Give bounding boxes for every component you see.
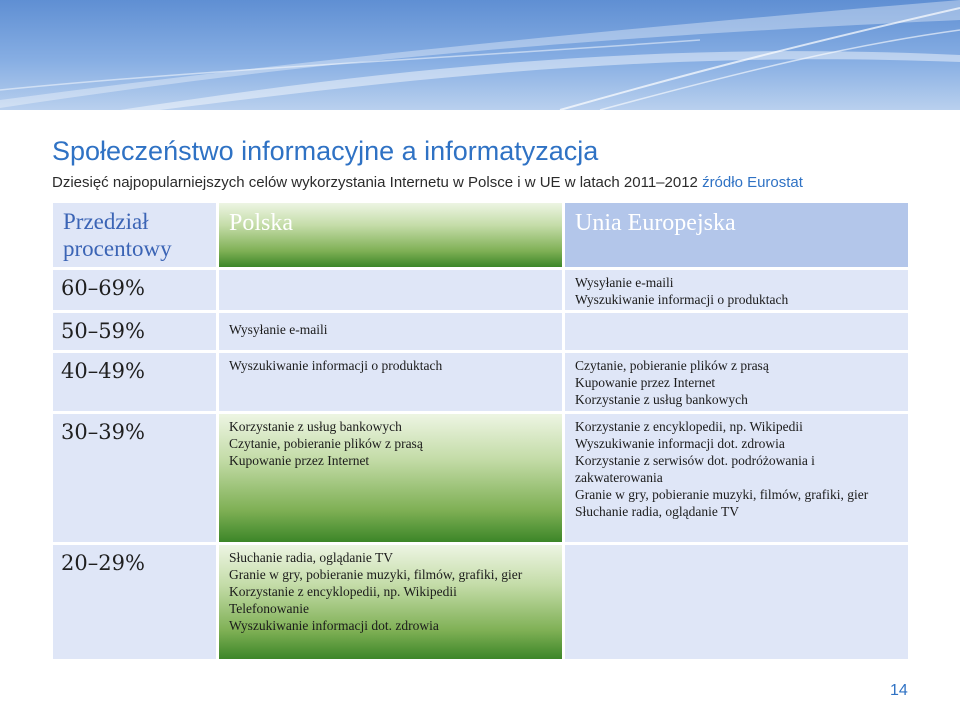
polska-item: Korzystanie z encyklopedii, np. Wikipedii bbox=[229, 584, 457, 599]
decorative-swoosh bbox=[0, 0, 960, 110]
ue-item: Granie w gry, pobieranie muzyki, filmów, grafiki, gier bbox=[575, 487, 869, 502]
range-label: 20–29% bbox=[61, 551, 145, 575]
ue-cell bbox=[565, 270, 908, 310]
range-cell bbox=[53, 414, 216, 542]
page-subtitle bbox=[52, 174, 803, 191]
range-cell bbox=[53, 270, 216, 310]
ue-item: Korzystanie z usług bankowych bbox=[575, 392, 748, 407]
polska-item: Granie w gry, pobieranie muzyki, filmów, grafiki, gier bbox=[229, 567, 523, 582]
range-label: 30–39% bbox=[61, 420, 145, 444]
polska-item: Wyszukiwanie informacji o produktach bbox=[229, 358, 443, 373]
range-label: 40–49% bbox=[61, 359, 145, 383]
polska-item: Kupowanie przez Internet bbox=[229, 453, 370, 468]
ue-item: Kupowanie przez Internet bbox=[575, 375, 716, 390]
header-ue-label: Unia Europejska bbox=[575, 210, 736, 236]
ue-item: Wyszukiwanie informacji o produktach bbox=[575, 292, 789, 307]
polska-cell bbox=[219, 414, 562, 542]
polska-cell bbox=[219, 353, 562, 411]
range-cell bbox=[53, 313, 216, 350]
range-cell bbox=[53, 545, 216, 659]
ue-cell bbox=[565, 353, 908, 411]
polska-item: Słuchanie radia, oglądanie TV bbox=[229, 550, 393, 565]
header-range-label: Przedział procentowy bbox=[63, 209, 172, 261]
header-polska-label: Polska bbox=[229, 210, 294, 236]
ue-item: Korzystanie z encyklopedii, np. Wikipedii bbox=[575, 419, 803, 434]
polska-item: Telefonowanie bbox=[229, 601, 310, 616]
polska-item: Wysyłanie e-maili bbox=[229, 322, 328, 337]
polska-item: Czytanie, pobieranie plików z prasą bbox=[229, 436, 423, 451]
page-number: 14 bbox=[890, 682, 908, 699]
header-range-cell bbox=[53, 203, 216, 267]
polska-item: Korzystanie z usług bankowych bbox=[229, 419, 402, 434]
ue-item: Czytanie, pobieranie plików z prasą bbox=[575, 358, 769, 373]
header-ue-cell bbox=[565, 203, 908, 267]
range-cell bbox=[53, 353, 216, 411]
polska-item: Wyszukiwanie informacji dot. zdrowia bbox=[229, 618, 439, 633]
ue-item: Wyszukiwanie informacji dot. zdrowia bbox=[575, 436, 785, 451]
polska-cell bbox=[219, 270, 562, 310]
page-title: Społeczeństwo informacyjne a informatyzacja bbox=[52, 136, 599, 166]
source-note: źródło Eurostat bbox=[702, 174, 803, 191]
range-label: 50–59% bbox=[61, 319, 145, 343]
polska-cell bbox=[219, 545, 562, 659]
polska-cell bbox=[219, 313, 562, 350]
subtitle-text: Dziesięć najpopularniejszych celów wykorzystania Internetu w Polsce i w UE w latach 2011–2012 bbox=[52, 174, 698, 191]
ue-item: Wysyłanie e-maili bbox=[575, 275, 674, 290]
ue-item: Korzystanie z serwisów dot. podróżowania i zakwaterowania bbox=[575, 453, 815, 485]
ue-item: Słuchanie radia, oglądanie TV bbox=[575, 504, 739, 519]
ue-cell bbox=[565, 545, 908, 659]
range-label: 60–69% bbox=[61, 276, 145, 300]
ue-cell bbox=[565, 414, 908, 542]
header-banner bbox=[0, 0, 960, 110]
ue-cell bbox=[565, 313, 908, 350]
header-polska-cell bbox=[219, 203, 562, 267]
